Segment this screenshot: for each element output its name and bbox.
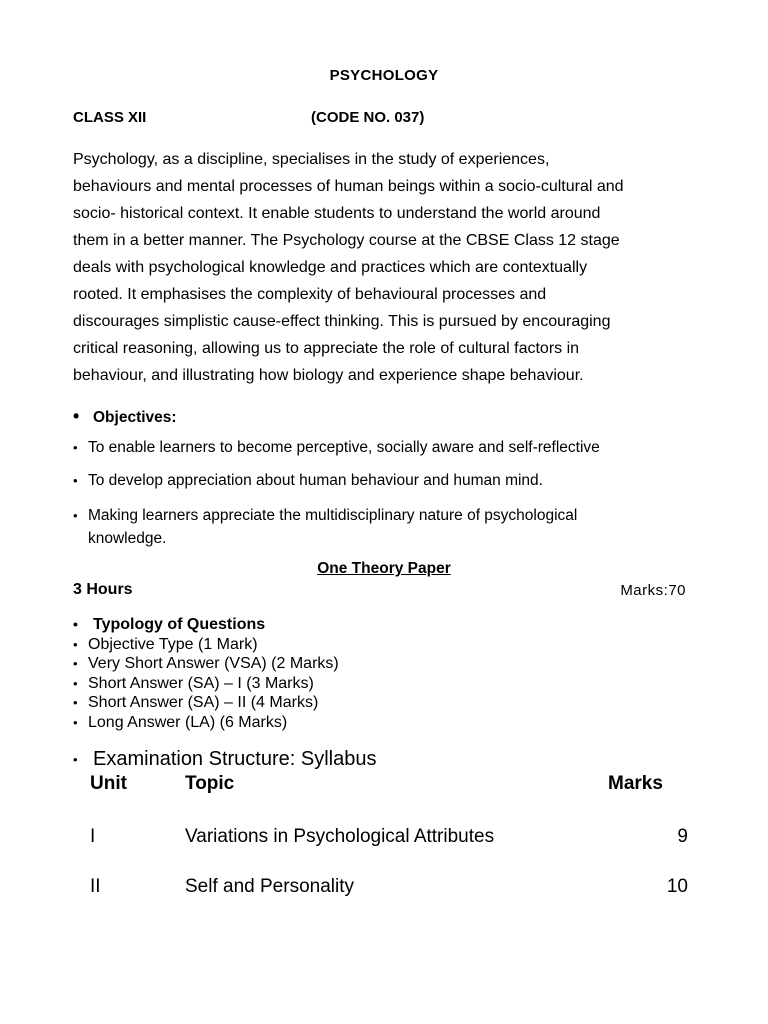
topic-cell: Variations in Psychological Attributes [185, 826, 495, 847]
bullet-icon: • [73, 656, 78, 671]
bullet-icon: • [73, 715, 78, 730]
intro-line: socio- historical context. It enable students to understand the world around [73, 205, 601, 222]
paper-title: One Theory Paper [317, 560, 451, 577]
bullet-icon: • [73, 637, 78, 652]
column-header-marks: Marks [608, 773, 663, 794]
paper-marks: Marks:70 [620, 582, 686, 599]
intro-line: Psychology, as a discipline, specialises in the study of experiences, [73, 151, 550, 168]
intro-paragraph [73, 146, 713, 389]
list-item [73, 714, 287, 732]
objective-text: To develop appreciation about human behaviour and human mind. [88, 472, 543, 489]
typology-text: Long Answer (LA) (6 Marks) [88, 714, 288, 731]
unit-cell: II [90, 876, 101, 897]
code-label: (CODE NO. 037) [311, 109, 425, 126]
intro-line: deals with psychological knowledge and practices which are contextually [73, 259, 588, 276]
intro-line: discourages simplistic cause-effect thinking. This is pursued by encouraging [73, 313, 611, 330]
typology-text: Short Answer (SA) – II (4 Marks) [88, 694, 319, 711]
page-title: PSYCHOLOGY [329, 67, 439, 84]
column-header-topic: Topic [185, 773, 235, 794]
typology-text: Very Short Answer (VSA) (2 Marks) [88, 655, 339, 672]
list-item [73, 472, 543, 490]
intro-line: behaviour, and illustrating how biology and experience shape behaviour. [73, 367, 584, 384]
objective-continuation: knowledge. [88, 530, 167, 547]
bullet-icon: • [73, 508, 78, 523]
list-item [73, 636, 258, 654]
bullet-icon: • [73, 676, 78, 691]
bullet-icon: • [73, 440, 78, 455]
typology-text: Objective Type (1 Mark) [88, 636, 258, 653]
objectives-heading-text: Objectives: [93, 409, 177, 426]
bullet-icon: • [73, 695, 78, 710]
bullet-icon: • [73, 616, 78, 632]
list-item [73, 507, 577, 525]
intro-line: them in a better manner. The Psychology course at the CBSE Class 12 stage [73, 232, 620, 249]
bullet-icon: • [73, 473, 78, 488]
typology-heading [73, 616, 265, 634]
typology-text: Short Answer (SA) – I (3 Marks) [88, 675, 314, 692]
bullet-icon: • [73, 406, 80, 426]
objectives-heading [73, 406, 177, 427]
objective-text: To enable learners to become perceptive, socially aware and self-reflective [88, 439, 600, 456]
paper-duration: 3 Hours [73, 581, 133, 598]
topic-cell: Self and Personality [185, 876, 354, 897]
list-item [73, 655, 339, 673]
typology-heading-text: Typology of Questions [93, 616, 266, 633]
exam-structure-heading-text: Examination Structure: Syllabus [93, 748, 377, 770]
intro-line: critical reasoning, allowing us to appreciate the role of cultural factors in [73, 340, 580, 357]
objective-text: Making learners appreciate the multidisciplinary nature of psychological [88, 507, 578, 524]
exam-structure-heading [73, 748, 376, 771]
intro-line: behaviours and mental processes of human beings within a socio-cultural and [73, 178, 624, 195]
bullet-icon: • [73, 752, 78, 768]
unit-cell: I [90, 826, 96, 847]
marks-cell: 9 [677, 826, 688, 847]
list-item [73, 694, 318, 712]
list-item [73, 675, 314, 693]
class-label: CLASS XII [73, 109, 147, 126]
intro-line: rooted. It emphasises the complexity of behavioural processes and [73, 286, 547, 303]
column-header-unit: Unit [90, 773, 127, 794]
list-item [73, 439, 600, 457]
marks-cell: 10 [666, 876, 688, 897]
